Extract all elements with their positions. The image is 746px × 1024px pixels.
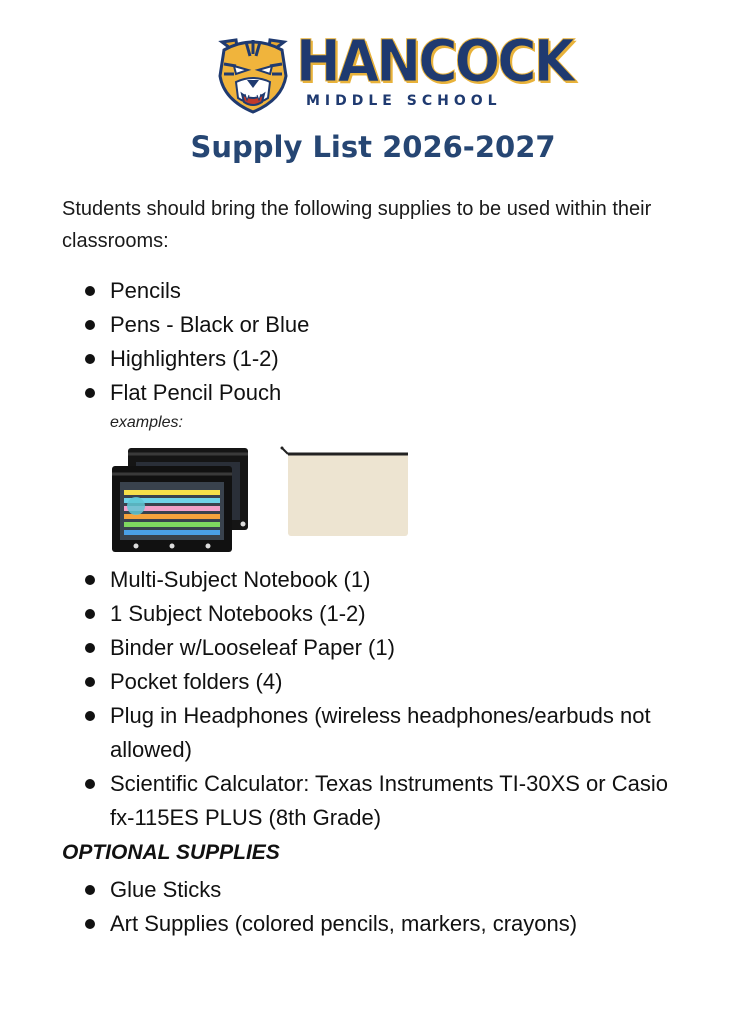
tiger-mascot-icon: [216, 36, 290, 114]
bullet-icon: [85, 919, 95, 929]
logo-wordmark: HANCOCK: [296, 27, 573, 95]
page-title: Supply List 2026-2027: [190, 130, 556, 164]
bullet-icon: [85, 320, 95, 330]
list-item-label: Pencils: [110, 278, 181, 303]
list-item-label: Binder w/Looseleaf Paper (1): [110, 635, 395, 660]
black-pencil-pouch-image: [110, 446, 252, 554]
list-item: [84, 274, 684, 308]
list-item: [84, 767, 684, 835]
list-item: [84, 907, 684, 941]
optional-supply-list: [84, 873, 684, 941]
list-item-label: Plug in Headphones (wireless headphones/earbuds not allowed): [110, 703, 651, 762]
intro-paragraph: Students should bring the following supplies to be used within their classrooms:: [62, 198, 652, 252]
bullet-icon: [85, 286, 95, 296]
list-item-label: Flat Pencil Pouch: [110, 380, 282, 405]
bullet-icon: [85, 354, 95, 364]
list-item: [84, 699, 684, 767]
bullet-icon: [85, 711, 95, 721]
examples-label: examples:: [110, 414, 183, 431]
list-item-label: Pens - Black or Blue: [110, 312, 310, 337]
school-logo: [216, 27, 573, 116]
list-item-label: Art Supplies (colored pencils, markers, crayons): [110, 911, 578, 936]
bullet-icon: [85, 643, 95, 653]
list-item-label: Glue Sticks: [110, 877, 222, 902]
supply-list-part-1: [84, 274, 684, 410]
supply-list-part-2: [84, 563, 684, 835]
list-item: [84, 631, 684, 665]
list-item: [84, 563, 684, 597]
list-item: [84, 308, 684, 342]
list-item: [84, 665, 684, 699]
bullet-icon: [85, 885, 95, 895]
list-item-label: Scientific Calculator: Texas Instruments TI-30XS or Casio fx-115ES PLUS (8th Grade): [110, 771, 668, 830]
list-item-label: Highlighters (1-2): [110, 346, 279, 371]
bullet-icon: [85, 609, 95, 619]
list-item-label: Pocket folders (4): [110, 669, 283, 694]
list-item-label: 1 Subject Notebooks (1-2): [110, 601, 366, 626]
list-item-label: Multi-Subject Notebook (1): [110, 567, 371, 592]
list-item: [84, 376, 684, 410]
optional-supplies-heading: OPTIONAL SUPPLIES: [62, 841, 280, 864]
logo-subtitle: MIDDLE SCHOOL: [306, 93, 502, 109]
list-item: [84, 873, 684, 907]
bullet-icon: [85, 388, 95, 398]
canvas-pencil-pouch-image: [280, 446, 410, 538]
list-item: [84, 597, 684, 631]
bullet-icon: [85, 677, 95, 687]
bullet-icon: [85, 575, 95, 585]
bullet-icon: [85, 779, 95, 789]
list-item: [84, 342, 684, 376]
